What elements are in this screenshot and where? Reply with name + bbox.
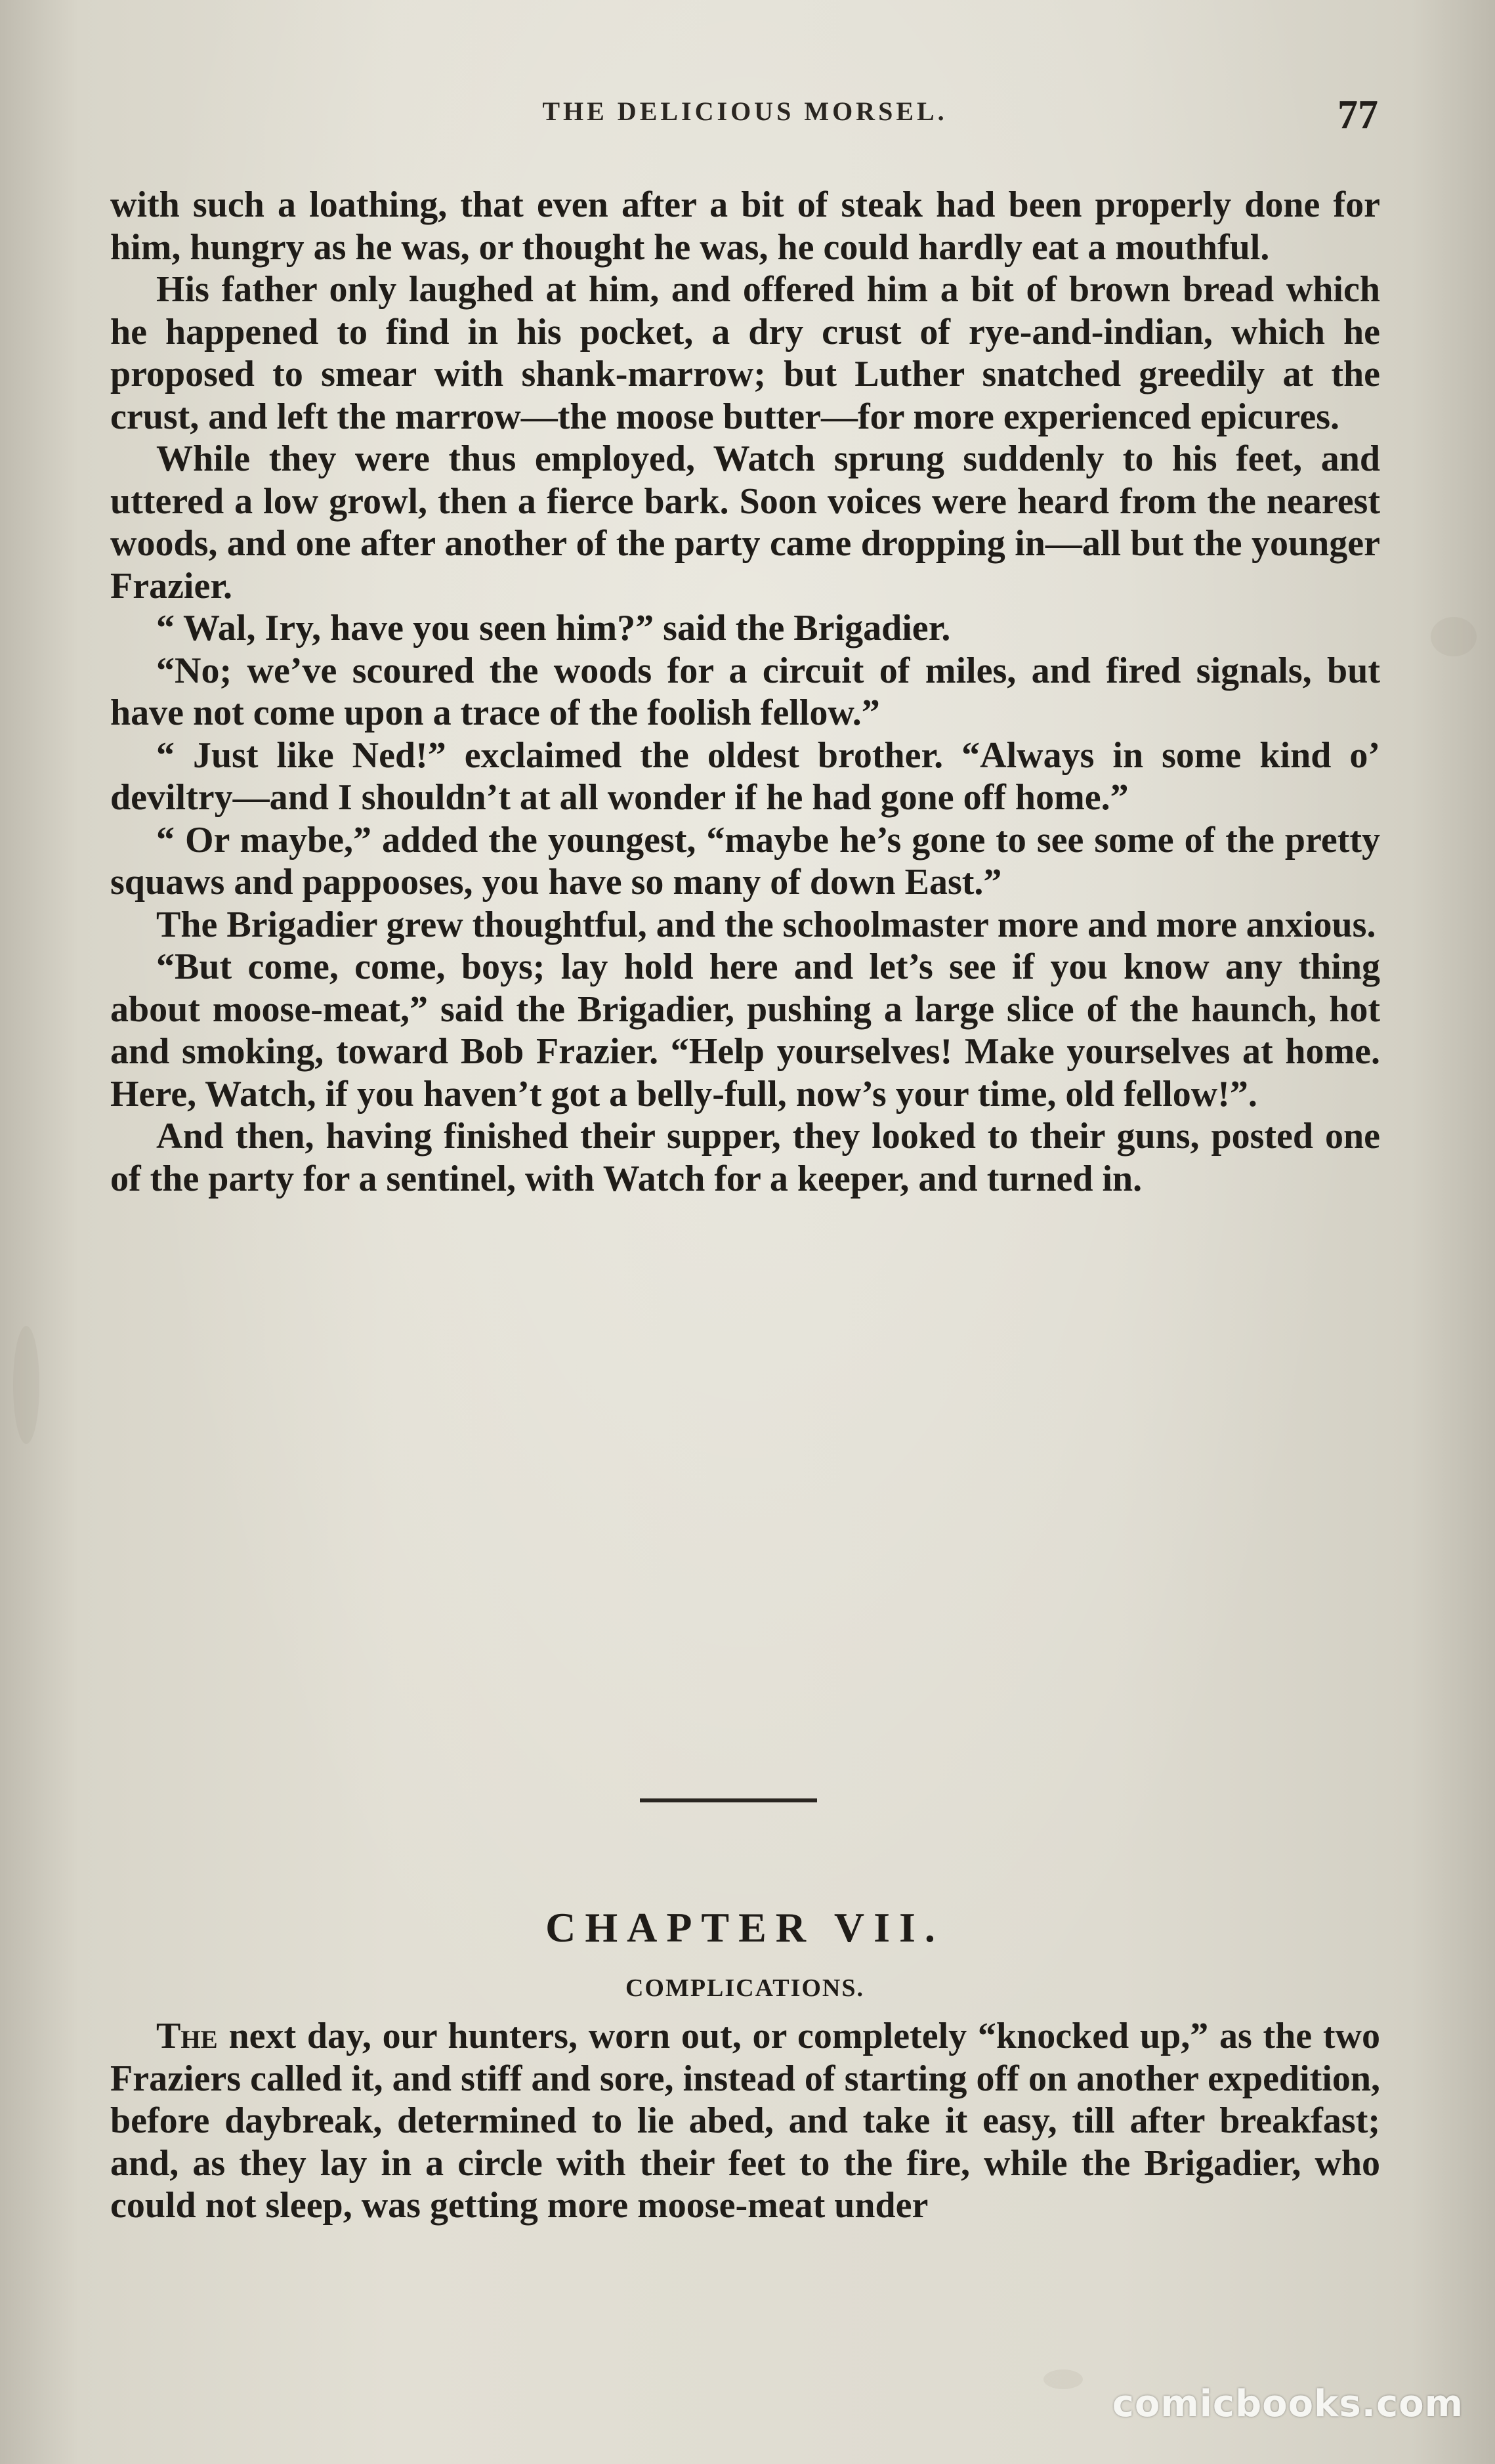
paragraph: “ Just like Ned!” exclaimed the oldest brother. “Always in some kind o’ deviltry—and I shouldn’t at all wonder if he had gone off home.” xyxy=(110,734,1380,818)
chapter-paragraph-rest: next day, our hunters, worn out, or completely “knocked up,” as the two Fraziers called it, and stiff and sore, instead of starting off on another expedition, before daybreak, determined to lie abed, and take it easy, till after breakfast; and, as they lay in a circle with their feet to the fire, while the Brigadier, who could not sleep, was getting more moose-meat under xyxy=(110,2016,1380,2226)
paragraph: “No; we’ve scoured the woods for a circuit of miles, and fired signals, but have not come upon a trace of the foolish fellow.” xyxy=(110,650,1380,733)
paragraph: While they were thus employed, Watch sprung suddenly to his feet, and uttered a low growl, then a fierce bark. Soon voices were heard from the nearest woods, and one after another of the party came dropping in—all but the younger Frazier. xyxy=(110,438,1380,606)
page-header xyxy=(112,92,1378,144)
paragraph: And then, having finished their supper, they looked to their guns, posted one of the party for a sentinel, with Watch for a keeper, and turned in. xyxy=(110,1116,1380,1199)
section-divider xyxy=(640,1798,817,1802)
paragraph: “But come, come, boys; lay hold here and let’s see if you know any thing about moose-meat,” said the Brigadier, pushing a large slice of the haunch, hot and smoking, toward Bob Frazier. “Help yourselves! Make yourselves at home. Here, Watch, if you haven’t got a belly-full, now’s your time, old fellow!”. xyxy=(110,946,1380,1115)
chapter-first-word: The xyxy=(156,2016,218,2056)
paragraph: with such a loathing, that even after a bit of steak had been properly done for him, hungry as he was, or thought he was, he could hardly eat a mouthful. xyxy=(110,184,1380,268)
paper-stain xyxy=(1431,617,1477,656)
page-number: 77 xyxy=(1337,93,1378,137)
paper-stain xyxy=(1043,2369,1083,2389)
paragraph: “ Wal, Iry, have you seen him?” said the Brigadier. xyxy=(156,608,951,648)
paragraph: His father only laughed at him, and offered him a bit of brown bread which he happened to find in his pocket, a dry crust of rye-and-indian, which he proposed to smear with shank-marrow; but Luther snatched greedily at the crust, and left the marrow—the moose butter—for more experienced epicures. xyxy=(110,269,1380,437)
chapter-text xyxy=(110,2015,1380,2227)
paragraph: The Brigadier grew thoughtful, and the schoolmaster more and more anxious. xyxy=(156,904,1376,945)
paper-stain xyxy=(13,1326,39,1444)
chapter-first-paragraph xyxy=(110,2015,1380,2227)
body-text xyxy=(110,184,1380,1200)
watermark: comicbooks.com xyxy=(1112,2383,1463,2425)
chapter-subtitle: COMPLICATIONS. xyxy=(625,1974,865,2002)
chapter-title: CHAPTER VII. xyxy=(545,1904,944,1951)
paragraph: “ Or maybe,” added the youngest, “maybe he’s gone to see some of the pretty squaws and pappooses, you have so many of down East.” xyxy=(110,819,1380,903)
running-head: THE DELICIOUS MORSEL. xyxy=(542,96,948,126)
